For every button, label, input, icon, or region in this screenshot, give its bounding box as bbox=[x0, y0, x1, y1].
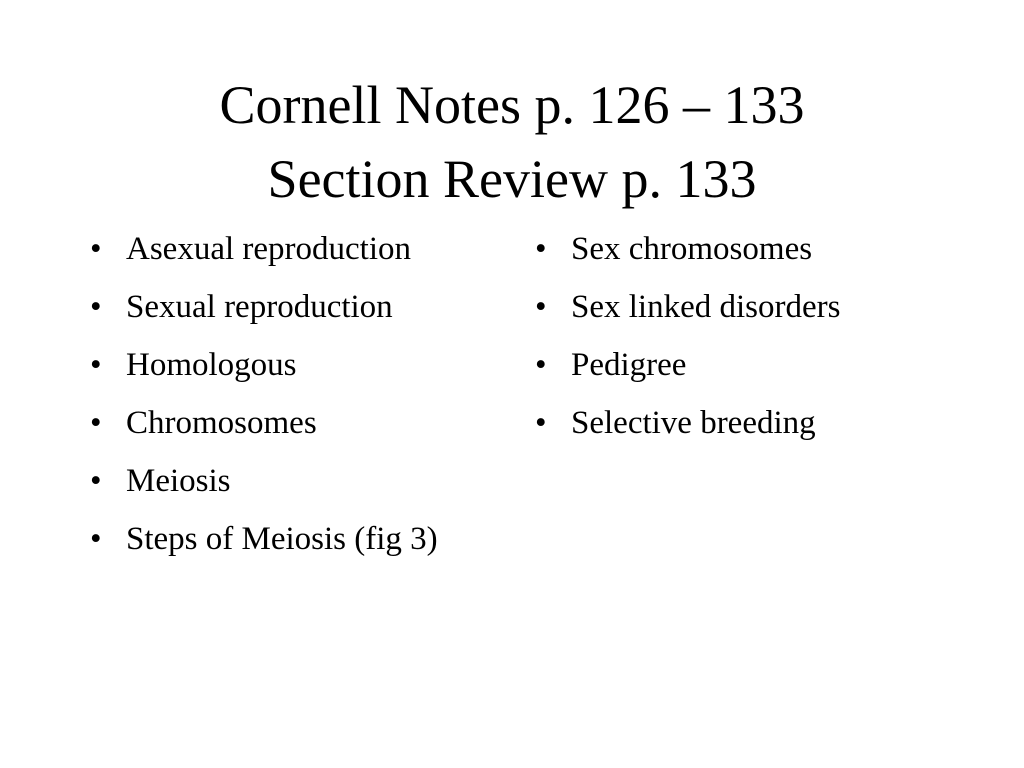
list-item-text: Meiosis bbox=[126, 463, 231, 499]
bullet-icon: • bbox=[535, 347, 547, 383]
bullet-icon: • bbox=[535, 231, 547, 267]
right-bullet-list bbox=[535, 230, 975, 462]
list-item-text: Chromosomes bbox=[126, 405, 317, 441]
list-item bbox=[535, 230, 975, 269]
left-bullet-list bbox=[90, 230, 475, 578]
list-item-text: Sex chromosomes bbox=[571, 231, 813, 267]
list-item bbox=[90, 520, 475, 559]
list-item bbox=[535, 404, 975, 443]
list-item-text: Sexual reproduction bbox=[126, 289, 393, 325]
list-item-text: Selective breeding bbox=[571, 405, 816, 441]
bullet-icon: • bbox=[90, 231, 102, 267]
bullet-icon: • bbox=[90, 289, 102, 325]
list-item-text: Steps of Meiosis (fig 3) bbox=[126, 521, 438, 557]
bullet-icon: • bbox=[90, 405, 102, 441]
list-item-text: Asexual reproduction bbox=[126, 231, 411, 267]
bullet-icon: • bbox=[90, 347, 102, 383]
list-item bbox=[90, 288, 475, 327]
list-item bbox=[90, 404, 475, 443]
list-item bbox=[90, 346, 475, 385]
bullet-icon: • bbox=[90, 463, 102, 499]
list-item bbox=[535, 288, 975, 327]
list-item-text: Pedigree bbox=[571, 347, 687, 383]
list-item bbox=[90, 230, 475, 269]
bullet-icon: • bbox=[90, 521, 102, 557]
list-item-text: Homologous bbox=[126, 347, 297, 383]
title-line-1: Cornell Notes p. 126 – 133 bbox=[219, 75, 805, 135]
title-line-2: Section Review p. 133 bbox=[267, 149, 757, 209]
list-item-text: Sex linked disorders bbox=[571, 289, 841, 325]
list-item bbox=[535, 346, 975, 385]
list-item bbox=[90, 462, 475, 501]
bullet-icon: • bbox=[535, 289, 547, 325]
bullet-icon: • bbox=[535, 405, 547, 441]
slide-title bbox=[0, 68, 1024, 216]
